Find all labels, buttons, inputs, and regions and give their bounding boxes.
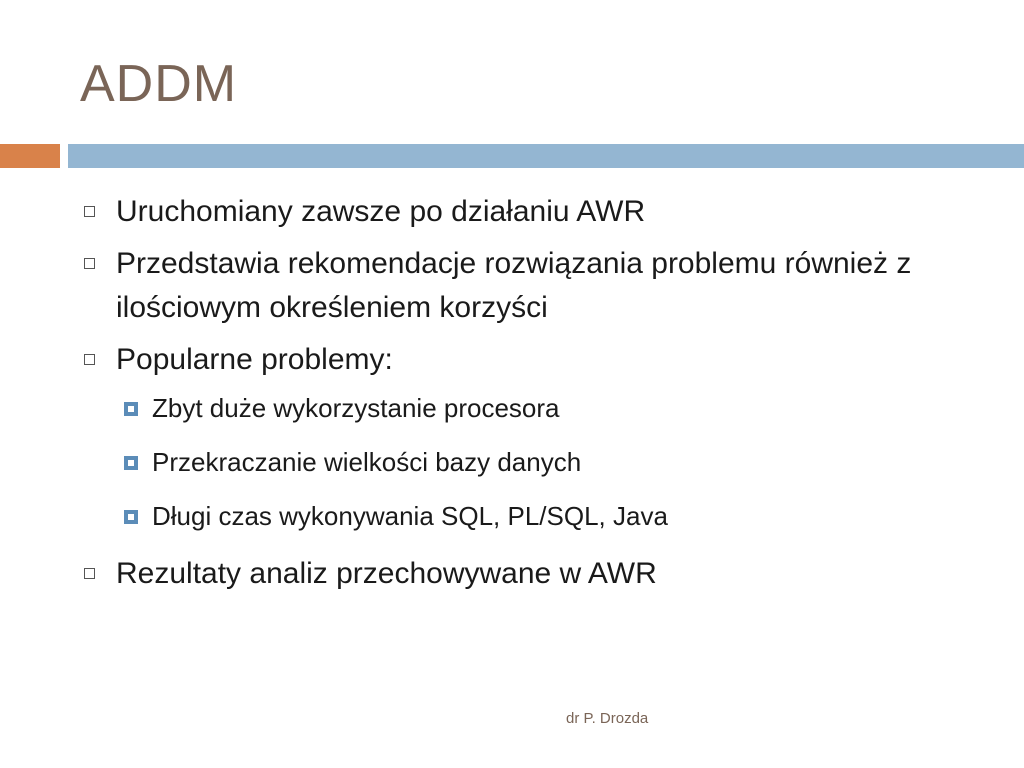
square-bullet-icon (84, 206, 95, 217)
square-bullet-icon (84, 354, 95, 365)
slide-title: ADDM (80, 55, 238, 113)
accent-bar-blue (68, 144, 1024, 168)
bullet-item-2 (80, 242, 980, 330)
accent-bar-orange (0, 144, 60, 168)
bullet-item-1 (80, 190, 980, 234)
sub-bullet-item-3 (120, 498, 980, 534)
bullet-list (80, 190, 980, 604)
sub-bullet-item-1 (120, 390, 980, 426)
bullet-item-3 (80, 338, 980, 382)
square-bullet-icon (84, 258, 95, 269)
square-bullet-icon (84, 568, 95, 579)
filled-square-bullet-icon (124, 456, 138, 470)
bullet-text: Uruchomiany zawsze po działaniu AWR (116, 195, 646, 228)
bullet-text: Popularne problemy: (116, 343, 393, 376)
bullet-item-4 (80, 552, 980, 596)
bullet-text: Przedstawia rekomendacje rozwiązania problemu również z ilościowym określeniem korzyści (116, 247, 912, 324)
footer-author: dr P. Drozda (566, 710, 649, 727)
sub-bullet-list (120, 390, 980, 534)
sub-bullet-text: Zbyt duże wykorzystanie procesora (152, 393, 560, 423)
filled-square-bullet-icon (124, 510, 138, 524)
sub-bullet-item-2 (120, 444, 980, 480)
sub-bullet-text: Przekraczanie wielkości bazy danych (152, 447, 582, 477)
filled-square-bullet-icon (124, 402, 138, 416)
sub-bullet-text: Długi czas wykonywania SQL, PL/SQL, Java (152, 501, 668, 531)
bullet-text: Rezultaty analiz przechowywane w AWR (116, 557, 657, 590)
